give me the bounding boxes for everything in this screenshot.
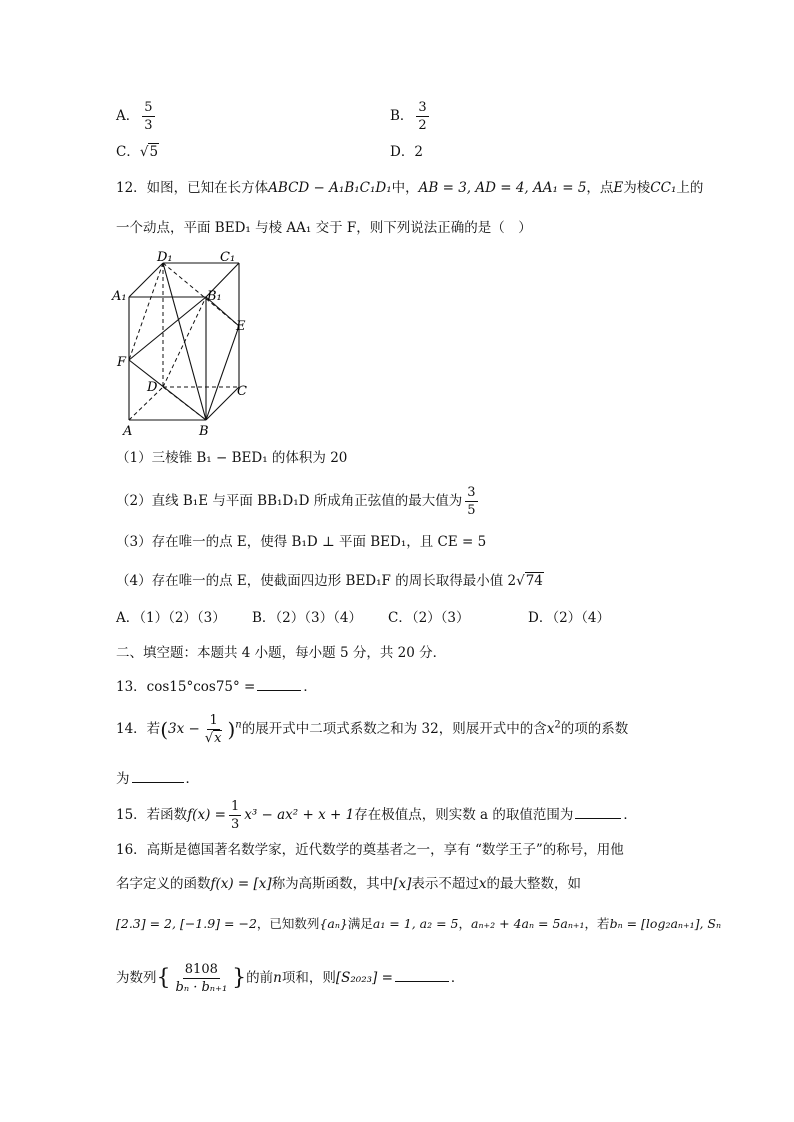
prev-option-b-fraction: $\frac{3}{2}$ bbox=[418, 100, 427, 133]
q16-line2: 名字定义的函数f(x) = [x]称为高斯函数，其中[x]表示不超过x的最大整数，如 bbox=[116, 876, 581, 892]
q12-line1: 12．如图，已知在长方体ABCD − A₁B₁C₁D₁中，AB = 3, AD = 4, AA₁ = 5，点E为棱CC₁上的 bbox=[116, 180, 704, 196]
edge-a1d1 bbox=[129, 263, 163, 297]
q16-line1: 16．高斯是德国著名数学家，近代数学的奠基者之一，享有 “数学王子”的称号，用他 bbox=[116, 842, 624, 858]
hidden-segment-db1 bbox=[163, 297, 206, 387]
label-f: F bbox=[117, 355, 127, 370]
q12-statement-4: （4）存在唯一的点 E，使截面四边形 BED₁F 的周长取得最小值 2√74 bbox=[116, 573, 543, 589]
q12-statement-2: （2）直线 B₁E 与平面 BB₁D₁D 所成角正弦值的最大值为 $\frac{3}{5}$ bbox=[116, 485, 476, 518]
label-b1: B₁ bbox=[207, 289, 222, 304]
label-d1: D₁ bbox=[157, 250, 173, 265]
q12-statement-3: （3）存在唯一的点 E，使得 B₁D ⊥ 平面 BED₁，且 CE = 5 bbox=[116, 534, 487, 550]
label-d: D bbox=[147, 380, 158, 395]
prev-option-d: D．2 bbox=[390, 144, 423, 160]
q16-answer-blank bbox=[395, 969, 449, 982]
q12-statement-2-fraction: $\frac{3}{5}$ bbox=[467, 485, 476, 518]
edge-bc bbox=[206, 387, 239, 420]
q16-line4: 为数列{ $\frac{8108}{\text{bₙ · bₙ₊₁}}$ }的前n项和，则[S₂₀₂₃] = ． bbox=[116, 962, 465, 995]
q16-line3: [2.3] = 2, [−1.9] = −2，已知数列{aₙ}满足a₁ = 1, a₂ = 5，aₙ₊₂ + 4aₙ = 5aₙ₊₁，若bₙ = [log₂aₙ₊₁], Sₙ bbox=[116, 916, 722, 931]
q16-fraction: $\frac{8108}{\text{bₙ · bₙ₊₁}}$ bbox=[175, 962, 228, 995]
label-a1: A₁ bbox=[112, 289, 127, 304]
q14-line2: 为 ． bbox=[116, 771, 199, 787]
q12-option-a: A．（1）（2）（3） bbox=[116, 610, 226, 626]
q12-option-b: B．（2）（3）（4） bbox=[252, 610, 362, 626]
q15-answer-blank bbox=[575, 806, 621, 819]
q14-answer-blank bbox=[132, 770, 184, 783]
cuboid-figure bbox=[108, 250, 258, 440]
segment-fb bbox=[129, 360, 206, 420]
label-c: C bbox=[237, 384, 247, 399]
q15-fraction: $\frac{1}{3}$ bbox=[230, 799, 240, 832]
prev-option-a: A． $\frac{5}{3}$ bbox=[116, 100, 153, 133]
q12-option-d: D．（2）（4） bbox=[528, 610, 611, 626]
q13: 13．cos15°cos75° = ． bbox=[116, 679, 317, 695]
section-2-heading: 二、填空题：本题共 4 小题，每小题 5 分，共 20 分． bbox=[116, 645, 447, 661]
label-e: E bbox=[236, 319, 246, 334]
segment-fb1 bbox=[129, 297, 206, 360]
prev-option-a-fraction: $\frac{5}{3}$ bbox=[144, 100, 153, 133]
hidden-edge-ad bbox=[129, 387, 163, 420]
q12-statement-1: （1）三棱锥 B₁ − BED₁ 的体积为 20 bbox=[116, 450, 348, 466]
prev-option-b: B． $\frac{3}{2}$ bbox=[390, 100, 427, 133]
label-c1: C₁ bbox=[220, 250, 236, 265]
label-b: B bbox=[199, 424, 209, 439]
q14-line1: 14．若(3x − $\frac{1}{√x}$ )$^n$的展开式中二项式系数之和为 32，则展开式中的含$x^2$的项的系数 bbox=[116, 713, 629, 746]
prev-option-c: C．√5 bbox=[116, 144, 159, 160]
q12-line2: 一个动点，平面 BED₁ 与棱 AA₁ 交于 F，则下列说法正确的是（ ） bbox=[116, 220, 532, 236]
q15: 15．若函数f(x) = $\frac{1}{3}$ x³ − ax² + x + 1存在极值点，则实数 a 的取值范围为 ． bbox=[116, 799, 637, 832]
segment-be bbox=[206, 326, 239, 420]
label-a: A bbox=[123, 424, 133, 439]
q14-fraction: $\frac{1}{√x}$ bbox=[204, 713, 222, 746]
q12-option-c: C．（2）（3） bbox=[388, 610, 470, 626]
q13-answer-blank bbox=[257, 678, 301, 691]
